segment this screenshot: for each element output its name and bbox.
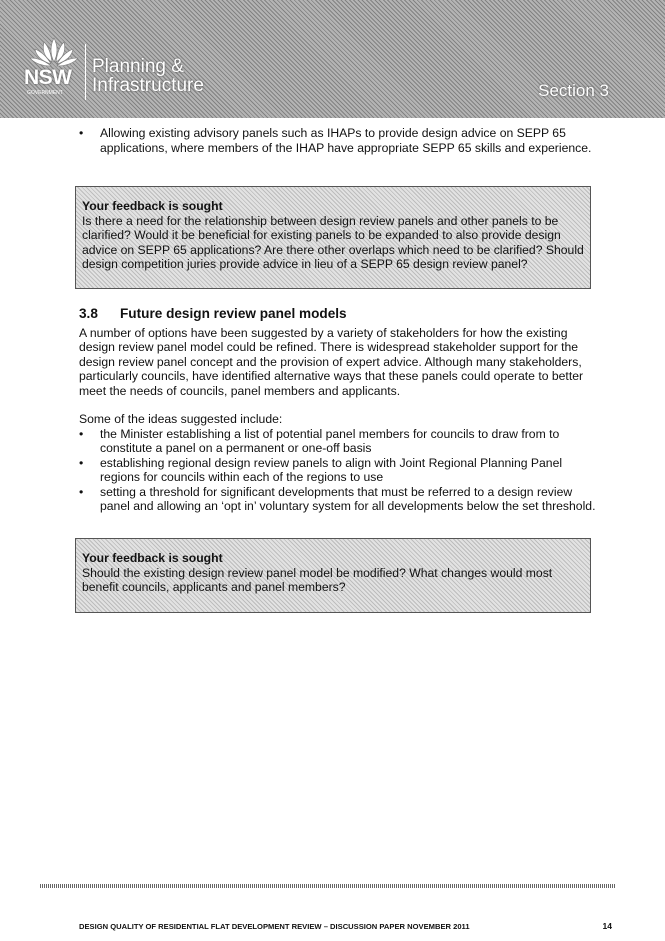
section-heading (79, 307, 599, 322)
footer-text: DESIGN QUALITY OF RESIDENTIAL FLAT DEVELOPMENT REVIEW – DISCUSSION PAPER NOVEMBER 2011 (79, 922, 470, 931)
section-title: Future design review panel models (120, 306, 347, 321)
feedback-title: Your feedback is sought (82, 199, 223, 213)
footer-divider (40, 884, 615, 888)
list-item: • Allowing existing advisory panels such as IHAPs to provide design advice on SEPP 65 applications, where members of the IHAP have appropriate SEPP 65 skills and experience. (79, 126, 599, 155)
feedback-body: Should the existing design review panel model be modified? What changes would most benefit councils, applicants and panel members? (82, 565, 553, 595)
feedback-box (75, 186, 591, 289)
intro-bullet-list (79, 126, 599, 155)
section-number: 3.8 (79, 306, 98, 321)
feedback-box (75, 538, 591, 613)
section-label: Section 3 (538, 81, 609, 100)
department-line-2: Infrastructure (92, 75, 204, 96)
department-name (92, 57, 204, 95)
header-divider (85, 44, 86, 100)
intro-content (79, 126, 599, 155)
nsw-logo-text: NSW (24, 66, 72, 89)
feedback-body: Is there a need for the relationship between design review panels and other panels to be clarified? Would it be beneficial for existing panels to be expanded to also provide design advice on SEPP 65 applications? Are there other overlaps which need to be clarified? Should design competition juries provide advice in lieu of a SEPP 65 design review panel? (82, 213, 584, 272)
section-lead-in: Some of the ideas suggested include: (79, 412, 283, 426)
section-paragraph: A number of options have been suggested by a variety of stakeholders for how the existing design review panel model could be refined. There is widespread stakeholder support for the design review panel concept and the provision of expert advice. Although many stakeholders, particularly councils, have identified alternative ways that these panels could operate to better meet the needs of councils, panel members and applicants. (79, 325, 584, 398)
list-item: • setting a threshold for significant developments that must be referred to a design review panel and allowing an ‘opt in’ voluntary system for all developments below the set threshold. (79, 485, 599, 514)
feedback-title: Your feedback is sought (82, 551, 223, 565)
section-3-8 (79, 307, 599, 514)
page-header (0, 0, 665, 118)
government-logo-subtext: GOVERNMENT (27, 90, 63, 96)
list-item: • establishing regional design review panels to align with Joint Regional Planning Panel regions for councils within each of the regions to use (79, 456, 599, 485)
ideas-bullet-list (79, 427, 599, 514)
page-number: 14 (602, 921, 612, 931)
department-line-1: Planning & (92, 56, 184, 77)
list-item: • the Minister establishing a list of potential panel members for councils to draw from to constitute a panel on a permanent or one-off basis (79, 427, 599, 456)
